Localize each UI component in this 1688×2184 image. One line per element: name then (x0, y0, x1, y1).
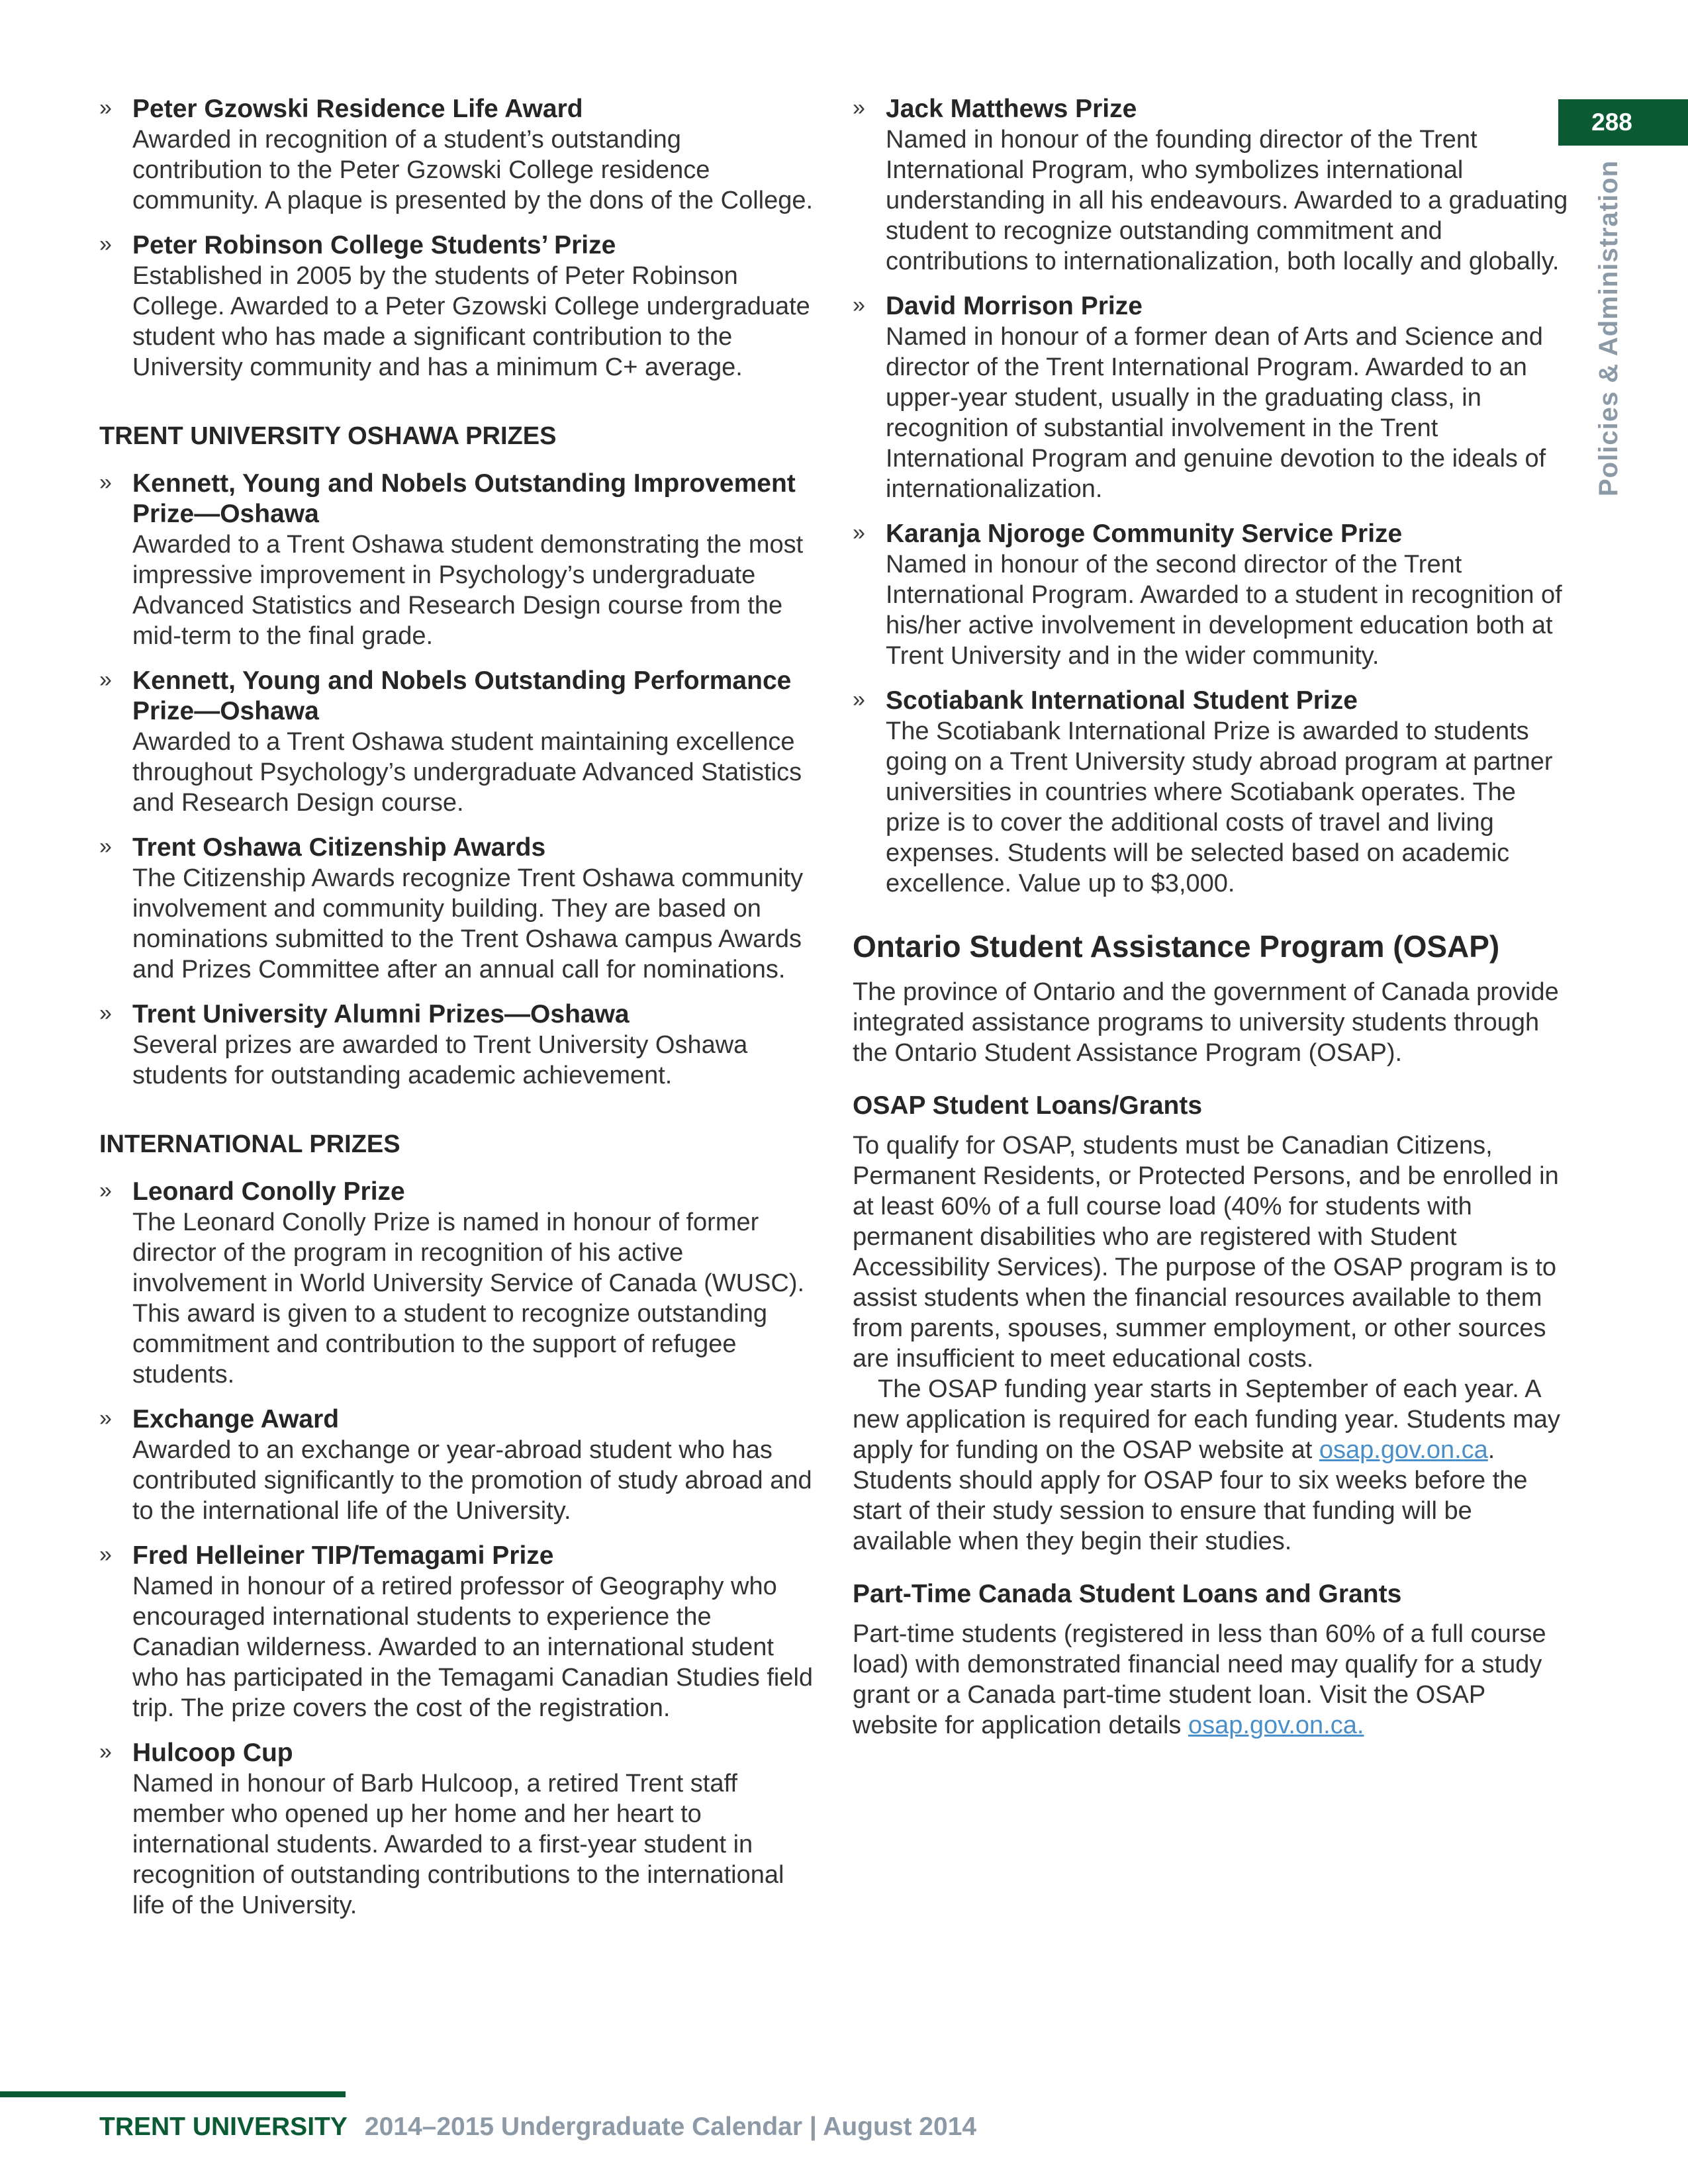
prize-title: Jack Matthews Prize (886, 95, 1137, 123)
prize-title: Fred Helleiner TIP/Temagami Prize (132, 1541, 554, 1570)
bullet-icon: » (99, 667, 112, 692)
list-item (99, 666, 814, 818)
list-item (99, 1738, 814, 1921)
prize-description: Awarded to a Trent Oshawa student demonstrating the most impressive improvement in Psychology’s undergraduate Advanced Statistics and Research Design course from the mid-term to the final grade. (132, 531, 804, 650)
list-item (853, 94, 1574, 277)
page-number: 288 (1591, 109, 1632, 136)
bullet-icon: » (99, 1001, 112, 1026)
osap-website-link[interactable]: osap.gov.on.ca (1319, 1436, 1488, 1464)
prize-description: Several prizes are awarded to Trent University Oshawa students for outstanding academic achievement. (132, 1031, 748, 1089)
prize-title: Exchange Award (132, 1405, 340, 1433)
section-heading: TRENT UNIVERSITY OSHAWA PRIZES (99, 422, 557, 450)
osap-heading: Ontario Student Assistance Program (OSAP) (853, 929, 1500, 964)
bullet-icon: » (99, 232, 112, 257)
prize-description: Named in honour of a retired professor of Geography who encouraged international students to experience the Canadian wilderness. Awarded to an international student who has participated in the Temagami Canadian Studies field trip. The prize covers the cost of the registration. (132, 1572, 814, 1722)
bullet-icon: » (99, 95, 112, 120)
loans-heading: OSAP Student Loans/Grants (853, 1091, 1203, 1120)
bullet-icon: » (99, 1178, 112, 1203)
list-item (853, 519, 1574, 671)
list-item (99, 1541, 814, 1723)
loans-text-after-link: . Students should apply for OSAP four to six weeks before the start of their study session to ensure that funding will be available when they begin their studies. (853, 1436, 1528, 1555)
loans-paragraph-2 (853, 1374, 1574, 1557)
list-item (99, 833, 814, 985)
prize-title: Kennett, Young and Nobels Outstanding Performance Prize—Oshawa (132, 666, 792, 725)
prize-description: Named in honour of a former dean of Arts and Science and director of the Trent International Program. Awarded to an upper-year student, usually in the graduating class, in recognition of substantial involvement in the Trent International Program and genuine devotion to the ideals of internationalization. (886, 323, 1546, 503)
list-item (853, 686, 1574, 899)
prize-title: Peter Gzowski Residence Life Award (132, 95, 583, 123)
bullet-icon: » (99, 834, 112, 859)
prize-title: Kennett, Young and Nobels Outstanding Improvement Prize—Oshawa (132, 469, 796, 528)
bullet-icon: » (853, 95, 865, 120)
prize-description: Established in 2005 by the students of Peter Robinson College. Awarded to a Peter Gzowski College undergraduate student who has made a significant contribution to the University community and has a minimum C+ average. (132, 262, 810, 381)
parttime-paragraph (853, 1619, 1574, 1741)
parttime-text: Part-time students (registered in less than 60% of a full course load) with demonstrated financial need may qualify for a study grant or a Canada part-time student loan. Visit the OSAP website for application details (853, 1620, 1546, 1739)
prize-description: The Citizenship Awards recognize Trent Oshawa community involvement and community building. They are based on nominations submitted to the Trent Oshawa campus Awards and Prizes Committee after an annual call for nominations. (132, 864, 804, 983)
section-side-tab: Policies & Administration (1594, 159, 1623, 496)
prize-description: The Scotiabank International Prize is awarded to students going on a Trent University study abroad program at partner universities in countries where Scotiabank operates. The prize is to cover the additional costs of travel and living expenses. Students will be selected based on academic excellence. Value up to $3,000. (886, 717, 1553, 897)
right-column (853, 94, 1574, 1741)
bullet-icon: » (99, 470, 112, 495)
prize-title: Peter Robinson College Students’ Prize (132, 231, 616, 259)
bullet-icon: » (853, 520, 865, 545)
page-footer (99, 2113, 976, 2142)
list-group (99, 469, 814, 1091)
osap-website-link[interactable]: osap.gov.on.ca. (1188, 1711, 1364, 1739)
footer-rule (0, 2091, 346, 2097)
prize-description: Named in honour of the second director of the Trent International Program. Awarded to a student in recognition of his/her active involvement in development education both at Trent University and in the wider community. (886, 551, 1562, 670)
prize-description: Named in honour of Barb Hulcoop, a retired Trent staff member who opened up her home and her heart to international students. Awarded to a first-year student in recognition of outstanding contributions to the international life of the University. (132, 1770, 784, 1919)
section-heading: INTERNATIONAL PRIZES (99, 1130, 400, 1158)
prize-description: Awarded to a Trent Oshawa student maintaining excellence throughout Psychology’s undergraduate Advanced Statistics and Research Design course. (132, 728, 802, 817)
bullet-icon: » (99, 1739, 112, 1764)
prize-title: Scotiabank International Student Prize (886, 686, 1358, 715)
list-item (853, 291, 1574, 504)
footer-calendar: 2014–2015 Undergraduate Calendar | August 2014 (364, 2113, 977, 2141)
footer-organization: TRENT UNIVERSITY (99, 2113, 348, 2141)
prize-description: Awarded in recognition of a student’s outstanding contribution to the Peter Gzowski College residence community. A plaque is presented by the dons of the College. (132, 126, 814, 214)
prize-description: The Leonard Conolly Prize is named in honour of former director of the program in recognition of his active involvement in World University Service of Canada (WUSC). This award is given to a student to recognize outstanding commitment and contribution to the support of refugee students. (132, 1208, 805, 1388)
bullet-icon: » (99, 1542, 112, 1567)
prize-description: Awarded to an exchange or year-abroad student who has contributed significantly to the promotion of study abroad and to the international life of the University. (132, 1436, 812, 1525)
bullet-icon: » (99, 1406, 112, 1431)
left-column (99, 94, 814, 1935)
prize-title: Karanja Njoroge Community Service Prize (886, 520, 1403, 548)
prize-title: David Morrison Prize (886, 292, 1143, 320)
list-item (99, 230, 814, 383)
list-item (99, 1404, 814, 1526)
prize-title: Hulcoop Cup (132, 1739, 293, 1767)
osap-intro: The province of Ontario and the government of Canada provide integrated assistance programs to university students through the Ontario Student Assistance Program (OSAP). (853, 978, 1559, 1067)
page-number-badge (1558, 99, 1688, 146)
prize-title: Trent Oshawa Citizenship Awards (132, 833, 546, 862)
parttime-heading: Part-Time Canada Student Loans and Grants (853, 1580, 1402, 1608)
prize-description: Named in honour of the founding director of the Trent International Program, who symbolizes international understanding in all his endeavours. Awarded to a graduating student to recognize outstanding commitment and contributions to internationalization, both locally and globally. (886, 126, 1568, 275)
list-group (99, 1177, 814, 1921)
list-group (853, 94, 1574, 899)
bullet-icon: » (853, 293, 865, 318)
prize-title: Leonard Conolly Prize (132, 1177, 405, 1206)
list-item (99, 94, 814, 216)
list-item (99, 999, 814, 1091)
loans-paragraph-1: To qualify for OSAP, students must be Canadian Citizens, Permanent Residents, or Protected Persons, and be enrolled in at least 60% of a full course load (40% for students with permanent disabilities who are registered with Student Accessibility Services). The purpose of the OSAP program is to assist students when the financial resources available to them from parents, spouses, summer employment, or other sources are insufficient to meet educational costs. (853, 1132, 1559, 1373)
loans-text-before-link: The OSAP funding year starts in September of each year. A new application is required for each funding year. Students may apply for funding on the OSAP website at (853, 1375, 1560, 1464)
bullet-icon: » (853, 687, 865, 712)
list-group (99, 94, 814, 383)
prize-title: Trent University Alumni Prizes—Oshawa (132, 1000, 630, 1028)
list-item (99, 1177, 814, 1390)
list-item (99, 469, 814, 651)
